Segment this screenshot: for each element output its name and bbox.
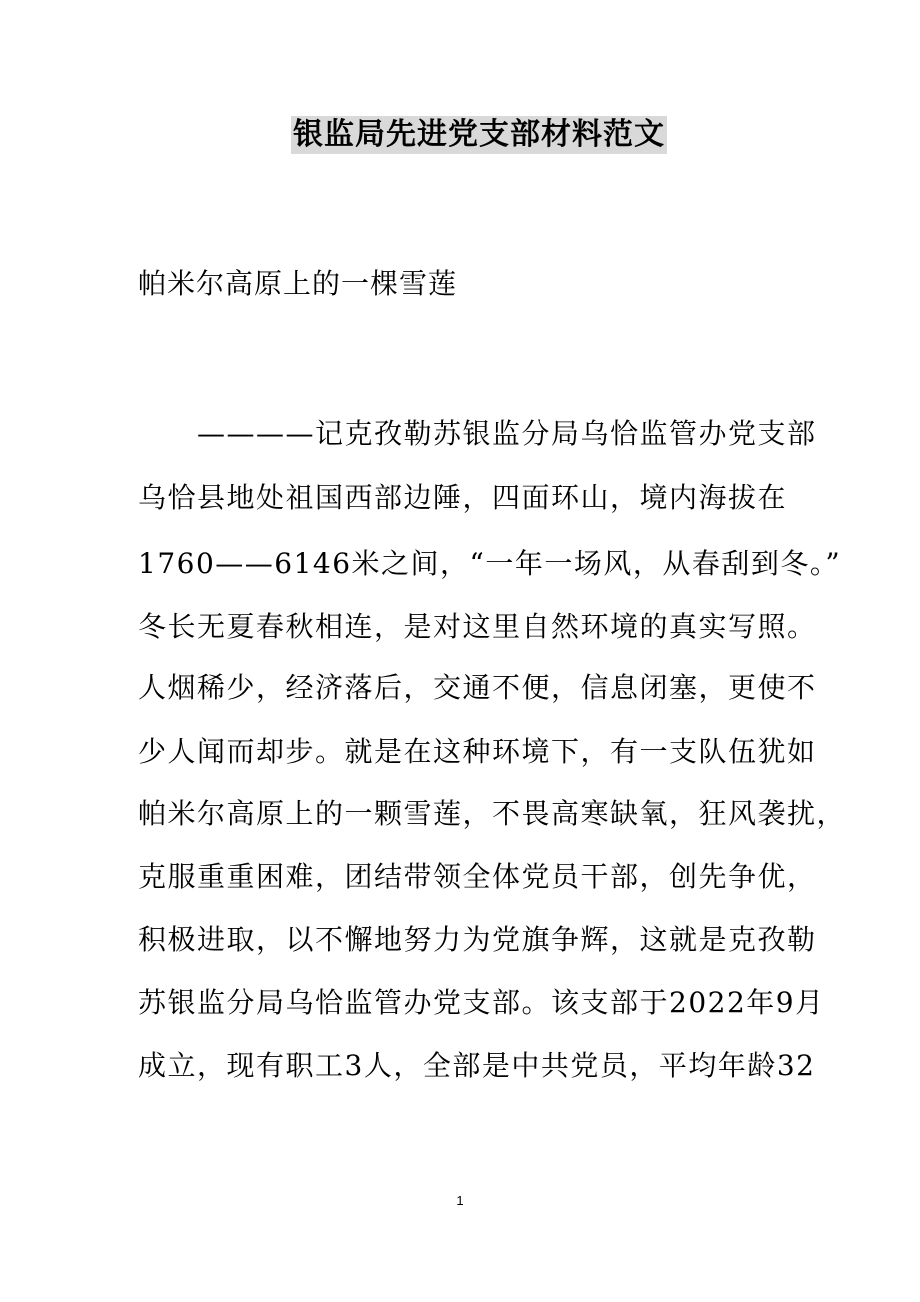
body-line: 积极进取，以不懈地努力为党旗争辉，这就是克孜勒	[138, 923, 817, 956]
body-line: 少人闻而却步。就是在这种环境下，有一支队伍犹如	[138, 735, 817, 768]
body-line: 帕米尔高原上的一颗雪莲，不畏高寒缺氧，狂风袭扰，	[138, 797, 847, 830]
body-line: ————记克孜勒苏银监分局乌恰监管办党支部	[138, 417, 817, 450]
body-line: 成立，现有职工3人，全部是中共党员，平均年龄32	[138, 1049, 816, 1082]
body-line: 1760——6146米之间，“一年一场风，从春刮到冬。”	[138, 547, 842, 580]
body-line: 冬长无夏春秋相连，是对这里自然环境的真实写照。	[138, 610, 817, 643]
body-line: 乌恰县地处祖国西部边陲，四面环山，境内海拔在	[138, 481, 788, 514]
document-subtitle: 帕米尔高原上的一棵雪莲	[138, 267, 458, 300]
page-number: 1	[456, 1193, 464, 1208]
body-line: 苏银监分局乌恰监管办党支部。该支部于2022年9月	[138, 986, 825, 1019]
document-title: 银监局先进党支部材料范文	[293, 117, 665, 152]
body-line: 克服重重困难，团结带领全体党员干部，创先争优，	[138, 860, 817, 893]
body-line: 人烟稀少，经济落后，交通不便，信息闭塞，更使不	[138, 671, 817, 704]
